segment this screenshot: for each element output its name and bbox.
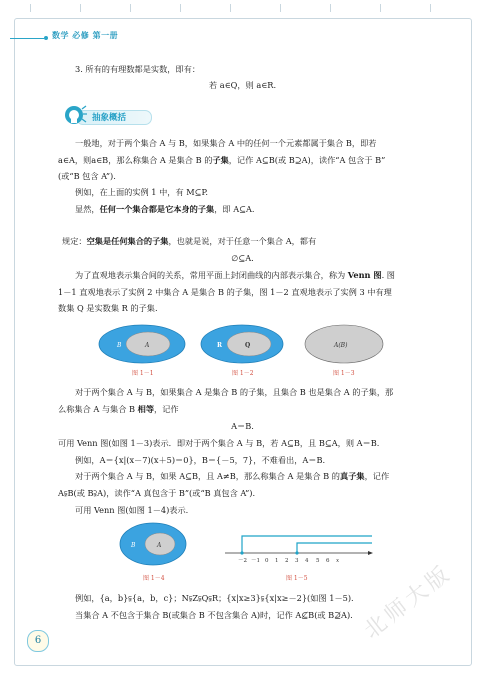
self-subset-statement: 显然，任何一个集合都是它本身的子集，即 A⊆A.	[75, 204, 255, 214]
tick-label: 5	[316, 558, 320, 564]
tick-label: 4	[305, 558, 309, 564]
figure-1-1	[99, 325, 185, 377]
tick-label: 3	[295, 558, 299, 564]
definition-line3: (或“B 包含 A”).	[58, 171, 116, 181]
equality-def-line1: 对于两个集合 A 与 B，如果集合 A 是集合 B 的子集，且集合 B 也是集合 A 的子集，那	[75, 387, 394, 397]
page-number: 6	[27, 630, 49, 652]
x-ge-minus2-ray	[242, 536, 372, 553]
fig2-outer-label: R	[217, 342, 222, 349]
figure-1-3	[305, 325, 383, 377]
top-ruler	[0, 4, 485, 12]
fig1-inner-label: A	[145, 342, 150, 349]
equality-formula: A＝B.	[231, 421, 254, 431]
tick-label: 0	[265, 558, 269, 564]
tick-label: 6	[326, 558, 330, 564]
section-badge	[62, 107, 150, 125]
tick-label: 1	[275, 558, 279, 564]
proper-subset-line1: 对于两个集合 A 与 B，如果 A⊆B，且 A≠B，那么称集合 A 是集合 B 的真子集，记作	[75, 471, 390, 481]
figure-1-5	[225, 536, 373, 582]
fig1-outer-label: B	[117, 342, 122, 349]
empty-set-rule: 规定：空集是任何集合的子集，也就是说，对于任意一个集合 A，都有	[62, 236, 317, 246]
item3-formula: 若 a∈Q，则 a∈R.	[208, 80, 277, 90]
fig2-caption: 图 1－2	[232, 370, 254, 377]
fig3-label: A(B)	[334, 342, 348, 349]
empty-set-formula: ∅⊆A.	[231, 253, 254, 263]
fig1-caption: 图 1－1	[132, 370, 154, 377]
lightbulb-icon	[62, 105, 88, 127]
definition-line1: 一般地，对于两个集合 A 与 B，如果集合 A 中的任何一个元素都属于集合 B，即若	[75, 138, 377, 148]
proper-subset-figures	[0, 522, 485, 584]
number-line-arrow	[368, 551, 373, 555]
example-subset: 例如，在上面的实例 1 中，有 M⊆P.	[75, 187, 208, 197]
not-subset-statement: 当集合 A 不包含于集合 B(或集合 B 不包含集合 A)时，记作 A⊈B(或 B⊉A).	[75, 610, 353, 620]
venn-intro-line1: 为了直观地表示集合间的关系，常用平面上封闭曲线的内部表示集合，称为 Venn 图. 图	[75, 270, 395, 280]
fig4-outer-label: B	[131, 542, 136, 549]
venn-figures-row	[0, 323, 485, 383]
axis-variable-label: x	[336, 558, 340, 564]
fig2-inner-label: Q	[245, 342, 251, 349]
running-header: 数学 必修 第一册	[52, 30, 119, 40]
tick-label: －1	[251, 558, 260, 564]
tick-label: 2	[285, 558, 289, 564]
equality-def-line2: 么称集合 A 与集合 B 相等，记作	[58, 404, 179, 414]
fig5-caption: 图 1－5	[286, 575, 308, 582]
figure-1-4	[120, 523, 186, 582]
venn-intro-line3: 数集 Q 是实数集 R 的子集.	[58, 303, 158, 313]
venn-intro-line2: 1－1 直观地表示了实例 2 中集合 A 是集合 B 的子集，图 1－2 直观地表示了实例 3 中有理	[58, 287, 392, 297]
header-rule	[10, 38, 44, 39]
figure-1-2	[201, 325, 283, 377]
example-proper-subset: 例如，{a，b}⫋{a，b，c}；N⫋Z⫋Q⫋R；{x|x≥3}⫋{x|x≥－2}(如图 1－5).	[75, 593, 354, 603]
fig3-caption: 图 1－3	[333, 370, 355, 377]
fig4-caption: 图 1－4	[143, 575, 165, 582]
venn-equality-text: 可用 Venn 图(如图 1－3)表示．即对于两个集合 A 与 B，若 A⊆B，且 B⊆A，则 A＝B.	[58, 438, 380, 448]
point-minus2	[240, 551, 243, 554]
proper-subset-line2: A⫋B(或 B⫌A)，读作“A 真包含于 B”(或“B 真包含 A”).	[58, 488, 256, 498]
publisher-watermark: 北师大版	[359, 560, 457, 644]
point-3	[295, 551, 298, 554]
tick-label: －2	[238, 558, 247, 564]
proper-subset-line3: 可用 Venn 图(如图 1－4)表示.	[75, 505, 189, 515]
x-ge-3-ray	[297, 543, 372, 553]
definition-line2: a∈A，则a∈B，那么称集合 A 是集合 B 的子集，记作 A⊆B(或 B⊇A)，读作“A 包含于 B”	[58, 155, 386, 165]
item3-text: 3. 所有的有理数都是实数，即有：	[75, 64, 201, 74]
fig4-inner-label: A	[157, 542, 162, 549]
example-equality: 例如，A＝{x|(x－7)(x＋5)＝0}，B＝{－5，7}，不难看出，A＝B.	[75, 455, 326, 465]
header-dot	[44, 36, 48, 40]
badge-label: 抽象概括	[92, 113, 127, 123]
